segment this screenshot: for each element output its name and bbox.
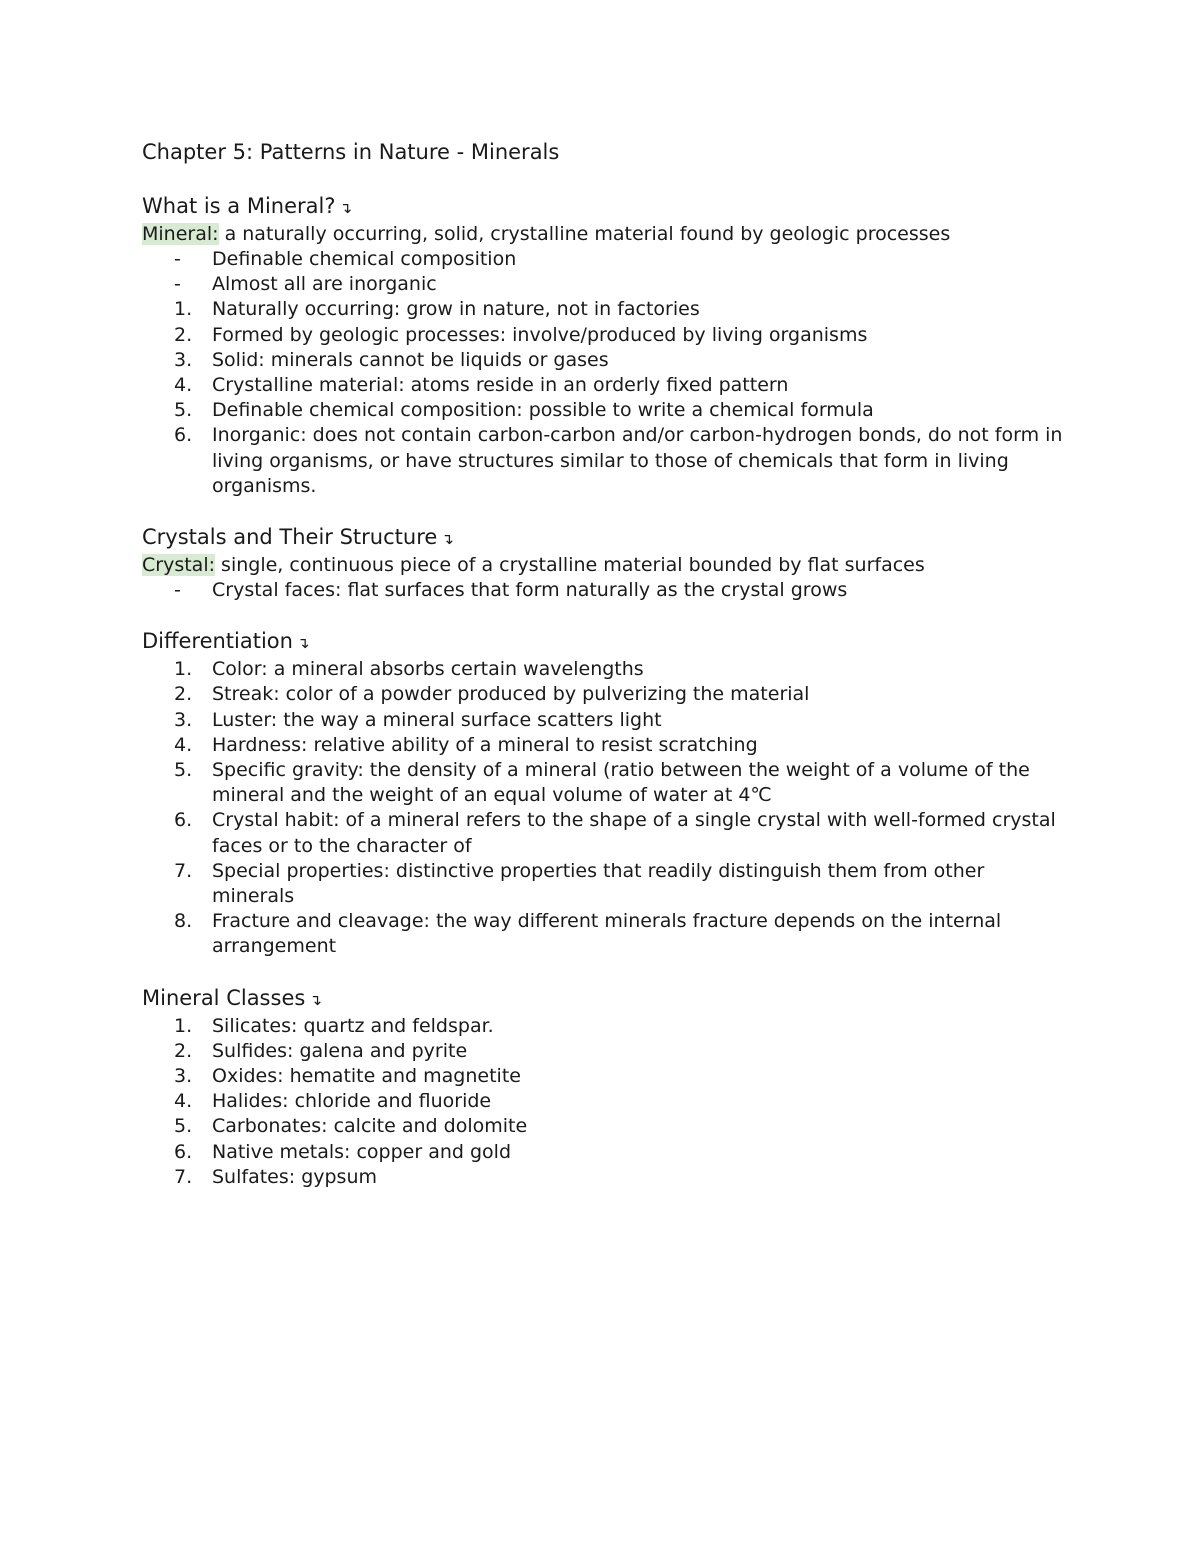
list-item-text: Crystalline material: atoms reside in an orderly fixed pattern: [212, 374, 789, 397]
bullet-marker: -: [174, 273, 181, 296]
list-item: [142, 1114, 1072, 1139]
list-number: 7.: [174, 1165, 193, 1188]
list-item-text: Definable chemical composition: [212, 248, 517, 270]
list-item: [142, 1165, 1072, 1190]
list-item: [142, 578, 1072, 603]
list-item-text: Oxides: hematite and magnetite: [212, 1065, 521, 1088]
list-item-text: Streak: color of a powder produced by pulverizing the material: [212, 683, 810, 706]
definition-term: Crystal:: [142, 554, 215, 577]
list-item: [142, 423, 1072, 499]
list-item: [142, 1014, 1072, 1039]
list-number: 5.: [174, 759, 193, 782]
list-item: [142, 297, 1072, 322]
list-number: 7.: [174, 859, 193, 882]
list-number: 5.: [174, 1115, 193, 1138]
list-number: 6.: [174, 424, 193, 447]
list-number: 8.: [174, 910, 193, 933]
list-item-text: Silicates: quartz and feldspar.: [212, 1014, 494, 1037]
arrow-down-right-icon: ↴: [296, 634, 310, 653]
definition: [142, 222, 1072, 247]
definition-term: Mineral:: [142, 223, 219, 245]
section-heading-text: Differentiation: [142, 629, 293, 654]
list-item: [142, 758, 1072, 808]
section-heading-text: Crystals and Their Structure: [142, 525, 438, 550]
list-item: [142, 657, 1072, 682]
list-item-text: Naturally occurring: grow in nature, not in factories: [212, 298, 700, 321]
list-number: 3.: [174, 348, 193, 371]
section-heading-text: What is a Mineral?: [142, 194, 336, 218]
list-number: 4.: [174, 374, 193, 397]
list-item-text: Sulfides: galena and pyrite: [212, 1039, 468, 1062]
list-item-text: Crystal faces: flat surfaces that form naturally as the crystal grows: [212, 579, 848, 602]
list-item: [142, 682, 1072, 707]
list-item-text: Fracture and cleavage: the way different minerals fracture depends on the internal arrangement: [212, 910, 1002, 958]
list-item-text: Halides: chloride and fluoride: [212, 1090, 492, 1113]
list-item: [142, 708, 1072, 733]
list-item: [142, 1039, 1072, 1064]
list-item-text: Definable chemical composition: possible to write a chemical formula: [212, 399, 874, 422]
list-number: 1.: [174, 1014, 193, 1037]
bullet-marker: -: [174, 248, 181, 270]
list-item: [142, 272, 1072, 297]
section-heading: [142, 192, 1072, 222]
section-heading-text: Mineral Classes: [142, 985, 306, 1010]
list-item-text: Luster: the way a mineral surface scatters light: [212, 708, 662, 731]
list-number: 2.: [174, 683, 193, 706]
document-page: [142, 138, 1072, 1214]
bullet-marker: -: [174, 579, 181, 602]
list-item-text: Formed by geologic processes: involve/produced by living organisms: [212, 323, 868, 346]
list-item: [142, 1089, 1072, 1114]
arrow-down-right-icon: ↴: [441, 530, 454, 549]
arrow-down-right-icon: ↴: [309, 990, 322, 1009]
list-number: 4.: [174, 733, 193, 756]
definition-text: a naturally occurring, solid, crystalline material found by geologic processes: [218, 223, 951, 245]
bullet-list: [142, 247, 1072, 297]
list-number: 2.: [174, 1039, 193, 1062]
definition-text: single, continuous piece of a crystalline material bounded by flat surfaces: [215, 554, 925, 577]
section: [142, 984, 1072, 1190]
list-number: 2.: [174, 323, 193, 346]
list-number: 1.: [174, 298, 193, 321]
list-number: 6.: [174, 1140, 193, 1163]
list-item-text: Hardness: relative ability of a mineral to resist scratching: [212, 733, 758, 756]
list-number: 4.: [174, 1090, 193, 1113]
list-number: 3.: [174, 1065, 193, 1088]
list-item-text: Inorganic: does not contain carbon-carbon and/or carbon-hydrogen bonds, do not form in living organisms, or have structures similar to those of chemicals that form in living organisms.: [212, 424, 1063, 497]
bullet-list: [142, 578, 1072, 603]
list-number: 1.: [174, 658, 193, 681]
sections-container: [142, 192, 1072, 1190]
section: [142, 192, 1072, 499]
list-item: [142, 1140, 1072, 1165]
list-item: [142, 398, 1072, 423]
list-item: [142, 808, 1072, 858]
numbered-list: [142, 1014, 1072, 1190]
list-item-text: Native metals: copper and gold: [212, 1140, 512, 1163]
list-item: [142, 1064, 1072, 1089]
numbered-list: [142, 657, 1072, 959]
list-item-text: Crystal habit: of a mineral refers to the shape of a single crystal with well-formed crystal faces or to the character of: [212, 809, 1056, 857]
list-item-text: Almost all are inorganic: [212, 273, 437, 296]
list-item-text: Solid: minerals cannot be liquids or gases: [212, 348, 609, 371]
arrow-down-right-icon: ↴: [339, 199, 353, 217]
section-heading: [142, 523, 1072, 553]
list-item-text: Specific gravity: the density of a mineral (ratio between the weight of a volume of the mineral and the weight of an equal volume of water at 4℃: [212, 759, 1030, 807]
section: [142, 627, 1072, 959]
numbered-list: [142, 297, 1072, 499]
document-title: Chapter 5: Patterns in Nature - Minerals: [142, 140, 560, 164]
list-item: [142, 859, 1072, 909]
list-item: [142, 909, 1072, 959]
list-item: [142, 733, 1072, 758]
definition: [142, 553, 1072, 578]
list-number: 3.: [174, 708, 193, 731]
section-heading: [142, 627, 1072, 657]
list-item-text: Sulfates: gypsum: [212, 1165, 378, 1188]
list-item-text: Carbonates: calcite and dolomite: [212, 1115, 528, 1138]
list-item-text: Color: a mineral absorbs certain wavelengths: [212, 658, 644, 681]
list-number: 5.: [174, 399, 193, 422]
list-item: [142, 247, 1072, 272]
section: [142, 523, 1072, 603]
list-item: [142, 323, 1072, 348]
list-item-text: Special properties: distinctive properties that readily distinguish them from other minerals: [212, 859, 985, 908]
section-heading: [142, 984, 1072, 1014]
list-item: [142, 373, 1072, 398]
list-number: 6.: [174, 809, 193, 832]
list-item: [142, 348, 1072, 373]
